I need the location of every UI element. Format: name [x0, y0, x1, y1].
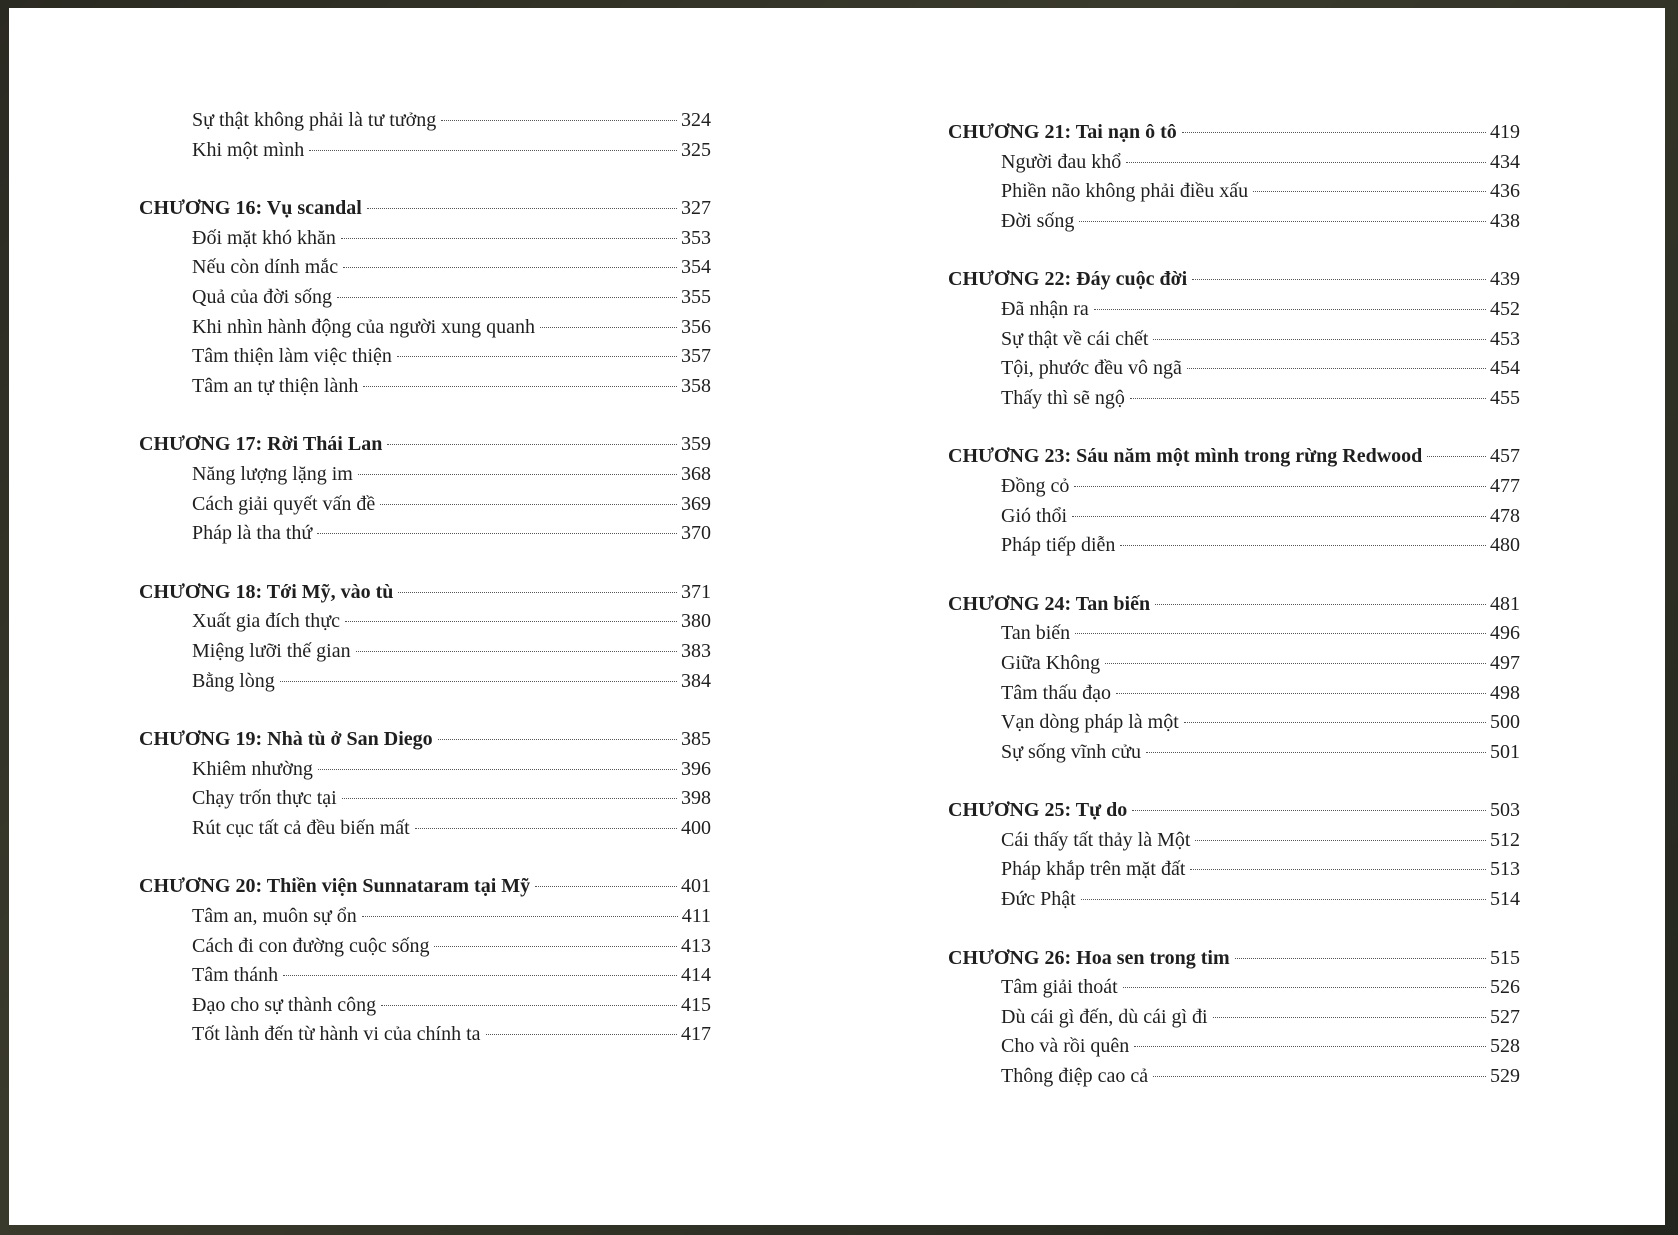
entry-title: Tâm an, muôn sự ổn [192, 905, 357, 928]
entry-title: Gió thổi [1001, 504, 1068, 527]
book-spread [9, 8, 1665, 1225]
chapter-title: CHƯƠNG 26: Hoa sen trong tim [948, 946, 1230, 969]
entry-title: Dù cái gì đến, dù cái gì đi [1001, 1005, 1208, 1028]
toc-entry [139, 932, 711, 962]
page-number: 357 [681, 345, 711, 368]
toc-entry [139, 490, 711, 520]
toc-entry [139, 902, 711, 932]
page-number: 358 [681, 374, 711, 397]
page-number: 354 [681, 256, 711, 279]
chapter-block [139, 430, 711, 548]
toc-entry [948, 973, 1520, 1003]
dot-leader [1253, 191, 1486, 192]
dot-leader [280, 681, 677, 682]
page-number: 385 [681, 728, 711, 751]
dot-leader [317, 533, 677, 534]
page-number: 327 [681, 197, 711, 220]
toc-entry [948, 679, 1520, 709]
entry-title: Giữa Không [1001, 651, 1101, 674]
entry-title: Tâm giải thoát [1001, 976, 1118, 999]
chapter-block [948, 590, 1520, 768]
page-number: 477 [1490, 474, 1520, 497]
dot-leader [1190, 869, 1486, 870]
dot-leader [1130, 398, 1486, 399]
dot-leader [415, 828, 677, 829]
toc-entry [139, 961, 711, 991]
entry-title: Đức Phật [1001, 888, 1076, 911]
page-number: 368 [681, 462, 711, 485]
page-number: 414 [681, 964, 711, 987]
chapter-title: CHƯƠNG 20: Thiền viện Sunnataram tại Mỹ [139, 875, 531, 898]
dot-leader [337, 297, 677, 298]
toc-entry [139, 607, 711, 637]
page-number: 512 [1490, 828, 1520, 851]
dot-leader [1187, 368, 1486, 369]
entry-title: Tâm thiện làm việc thiện [192, 345, 392, 368]
dot-leader [1155, 604, 1486, 605]
entry-title: Bằng lòng [192, 669, 275, 692]
toc-entry [948, 177, 1520, 207]
dot-leader [1192, 279, 1486, 280]
entry-title: Nếu còn dính mắc [192, 256, 339, 279]
dot-leader [1427, 456, 1486, 457]
chapter-title: CHƯƠNG 24: Tan biến [948, 592, 1151, 615]
toc-entry [948, 855, 1520, 885]
toc-entry [139, 755, 711, 785]
chapter-heading [948, 118, 1520, 148]
toc-entry [139, 814, 711, 844]
toc-entry [139, 253, 711, 283]
entry-title: Rút cục tất cả đều biến mất [192, 816, 410, 839]
toc-entry [139, 784, 711, 814]
dot-leader [1120, 545, 1486, 546]
entry-title: Pháp là tha thứ [192, 522, 313, 545]
toc-entry [948, 531, 1520, 561]
chapter-title: CHƯƠNG 18: Tới Mỹ, vào tù [139, 580, 394, 603]
entry-title: Đối mặt khó khăn [192, 226, 336, 249]
page-number: 400 [681, 816, 711, 839]
page-number: 439 [1490, 268, 1520, 291]
dot-leader [283, 975, 677, 976]
dot-leader [540, 327, 677, 328]
dot-leader [381, 1005, 677, 1006]
chapter-heading [948, 442, 1520, 472]
toc-entry [948, 354, 1520, 384]
page-number: 419 [1490, 121, 1520, 143]
toc-entry [948, 1003, 1520, 1033]
page-number: 500 [1490, 711, 1520, 734]
entry-title: Sự thật không phải là tư tưởng [192, 109, 437, 131]
dot-leader [486, 1034, 677, 1035]
toc-entry [948, 738, 1520, 768]
chapter-title: CHƯƠNG 23: Sáu năm một mình trong rừng Redwood [948, 445, 1423, 468]
dot-leader [341, 238, 677, 239]
chapter-block [948, 944, 1520, 1092]
entry-title: Pháp khắp trên mặt đất [1001, 858, 1186, 881]
chapter-heading [948, 944, 1520, 974]
page-number: 411 [681, 905, 711, 928]
toc-entry [948, 1062, 1520, 1092]
page-number: 480 [1490, 534, 1520, 557]
chapter-heading [139, 872, 711, 902]
dot-leader [1079, 221, 1486, 222]
dot-leader [1195, 840, 1486, 841]
toc-entry [139, 106, 711, 136]
chapter-heading [948, 590, 1520, 620]
page-number: 503 [1490, 799, 1520, 822]
dot-leader [367, 208, 677, 209]
dot-leader [1146, 752, 1486, 753]
chapter-block [948, 265, 1520, 413]
dot-leader [362, 916, 678, 917]
entry-title: Vạn dòng pháp là một [1001, 711, 1179, 734]
toc-entry [139, 637, 711, 667]
dot-leader [1182, 132, 1486, 133]
chapter-title: CHƯƠNG 16: Vụ scandal [139, 197, 362, 220]
page-number: 371 [681, 580, 711, 603]
entry-title: Đạo cho sự thành công [192, 993, 377, 1016]
chapter-title: CHƯƠNG 21: Tai nạn ô tô [948, 121, 1177, 143]
entry-title: Phiền não không phải điều xấu [1001, 180, 1249, 203]
toc-entry [139, 313, 711, 343]
dot-leader [1213, 1017, 1486, 1018]
toc-entry [948, 649, 1520, 679]
toc-entry [948, 472, 1520, 502]
page-number: 398 [681, 787, 711, 810]
page-number: 436 [1490, 180, 1520, 203]
dot-leader [342, 798, 677, 799]
page-number: 434 [1490, 150, 1520, 173]
chapter-block [948, 118, 1520, 236]
entry-title: Người đau khổ [1001, 150, 1122, 173]
entry-title: Thấy thì sẽ ngộ [1001, 386, 1125, 409]
entry-title: Quả của đời sống [192, 285, 332, 308]
page-number: 454 [1490, 357, 1520, 380]
page-number: 515 [1490, 946, 1520, 969]
dot-leader [387, 444, 677, 445]
entry-title: Đời sống [1001, 209, 1075, 232]
page-number: 455 [1490, 386, 1520, 409]
dot-leader [343, 267, 677, 268]
toc-entry [139, 224, 711, 254]
page-number: 478 [1490, 504, 1520, 527]
dot-leader [358, 474, 677, 475]
toc-entry [948, 885, 1520, 915]
page-number: 417 [681, 1023, 711, 1046]
chapter-block [139, 578, 711, 696]
chapter-title: CHƯƠNG 19: Nhà tù ở San Diego [139, 728, 433, 751]
page-number: 380 [681, 610, 711, 633]
toc-entry [948, 619, 1520, 649]
left-page-toc [139, 106, 711, 1079]
page-number: 413 [681, 934, 711, 957]
page-number: 527 [1490, 1005, 1520, 1028]
entry-title: Miệng lưỡi thế gian [192, 639, 351, 662]
dot-leader [397, 356, 677, 357]
toc-entry [948, 295, 1520, 325]
entry-title: Cách đi con đường cuộc sống [192, 934, 430, 957]
entry-title: Chạy trốn thực tại [192, 787, 337, 810]
toc-entry [948, 826, 1520, 856]
chapter-block [948, 796, 1520, 914]
entry-title: Pháp tiếp diễn [1001, 534, 1116, 557]
dot-leader [441, 120, 677, 121]
page-number: 353 [681, 226, 711, 249]
dot-leader [1123, 987, 1486, 988]
dot-leader [1075, 633, 1486, 634]
entry-title: Đồng cỏ [1001, 474, 1070, 497]
toc-entry [948, 325, 1520, 355]
dot-leader [434, 946, 677, 947]
toc-entry [948, 502, 1520, 532]
chapter-heading [139, 194, 711, 224]
dot-leader [535, 886, 677, 887]
dot-leader [363, 386, 677, 387]
chapter-block [948, 442, 1520, 560]
page-number: 481 [1490, 592, 1520, 615]
chapter-title: CHƯƠNG 17: Rời Thái Lan [139, 433, 383, 456]
page-number: 501 [1490, 740, 1520, 763]
page-number: 324 [681, 109, 711, 131]
entry-title: Tâm an tự thiện lành [192, 374, 359, 397]
dot-leader [1153, 339, 1486, 340]
chapter-title: CHƯƠNG 25: Tự do [948, 799, 1128, 822]
page-number: 415 [681, 993, 711, 1016]
dot-leader [318, 769, 677, 770]
page-number: 359 [681, 433, 711, 456]
page-number: 453 [1490, 327, 1520, 350]
dot-leader [438, 739, 677, 740]
page-number: 355 [681, 285, 711, 308]
page-number: 514 [1490, 888, 1520, 911]
dot-leader [345, 621, 677, 622]
page-number: 370 [681, 522, 711, 545]
chapter-heading [139, 430, 711, 460]
toc-entry [139, 667, 711, 697]
toc-entry [139, 342, 711, 372]
entry-title: Sự sống vĩnh cửu [1001, 740, 1142, 763]
dot-leader [1132, 810, 1486, 811]
page-number: 383 [681, 639, 711, 662]
page-number: 369 [681, 492, 711, 515]
dot-leader [380, 504, 677, 505]
right-page-toc [948, 118, 1520, 1121]
page-number: 457 [1490, 445, 1520, 468]
page-number: 497 [1490, 651, 1520, 674]
toc-entry [139, 519, 711, 549]
entry-title: Tan biến [1001, 622, 1071, 645]
entry-title: Đã nhận ra [1001, 297, 1089, 320]
dot-leader [1094, 309, 1486, 310]
page-number: 498 [1490, 681, 1520, 704]
chapter-heading [139, 725, 711, 755]
entry-title: Xuất gia đích thực [192, 610, 341, 633]
chapter-heading [948, 265, 1520, 295]
dot-leader [1235, 958, 1486, 959]
chapter-block [139, 106, 711, 165]
entry-title: Khi nhìn hành động của người xung quanh [192, 315, 536, 338]
entry-title: Khiêm nhường [192, 757, 313, 780]
dot-leader [1072, 516, 1486, 517]
chapter-title: CHƯƠNG 22: Đáy cuộc đời [948, 268, 1188, 291]
entry-title: Tâm thánh [192, 964, 279, 987]
entry-title: Tâm thấu đạo [1001, 681, 1111, 704]
page-number: 356 [681, 315, 711, 338]
page-number: 526 [1490, 976, 1520, 999]
toc-entry [139, 136, 711, 166]
entry-title: Tội, phước đều vô ngã [1001, 357, 1182, 380]
page-number: 452 [1490, 297, 1520, 320]
page-number: 513 [1490, 858, 1520, 881]
chapter-heading [139, 578, 711, 608]
entry-title: Năng lượng lặng im [192, 462, 353, 485]
chapter-block [139, 872, 711, 1050]
dot-leader [1134, 1046, 1486, 1047]
page-number: 528 [1490, 1035, 1520, 1058]
entry-title: Cho và rồi quên [1001, 1035, 1130, 1058]
toc-entry [139, 991, 711, 1021]
entry-title: Thông điệp cao cả [1001, 1065, 1149, 1088]
entry-title: Sự thật về cái chết [1001, 327, 1149, 350]
toc-entry [139, 1020, 711, 1050]
chapter-block [139, 725, 711, 843]
dot-leader [1074, 486, 1486, 487]
dot-leader [1153, 1076, 1486, 1077]
chapter-heading [948, 796, 1520, 826]
toc-entry [139, 460, 711, 490]
page-number: 325 [681, 138, 711, 161]
toc-entry [948, 384, 1520, 414]
page-number: 401 [681, 875, 711, 898]
dot-leader [309, 150, 677, 151]
dot-leader [1126, 162, 1486, 163]
page-number: 438 [1490, 209, 1520, 232]
entry-title: Tốt lành đến từ hành vi của chính ta [192, 1023, 481, 1046]
dot-leader [1116, 693, 1486, 694]
dot-leader [1105, 663, 1486, 664]
chapter-block [139, 194, 711, 401]
page-number: 529 [1490, 1065, 1520, 1088]
page-number: 496 [1490, 622, 1520, 645]
entry-title: Cách giải quyết vấn đề [192, 492, 376, 515]
toc-entry [948, 207, 1520, 237]
dot-leader [356, 651, 677, 652]
page-number: 396 [681, 757, 711, 780]
dot-leader [1081, 899, 1486, 900]
page-number: 384 [681, 669, 711, 692]
toc-entry [139, 372, 711, 402]
entry-title: Cái thấy tất thảy là Một [1001, 828, 1191, 851]
toc-entry [948, 708, 1520, 738]
toc-entry [948, 1032, 1520, 1062]
dot-leader [398, 592, 677, 593]
dot-leader [1184, 722, 1486, 723]
toc-entry [139, 283, 711, 313]
toc-entry [948, 148, 1520, 178]
entry-title: Khi một mình [192, 138, 305, 161]
